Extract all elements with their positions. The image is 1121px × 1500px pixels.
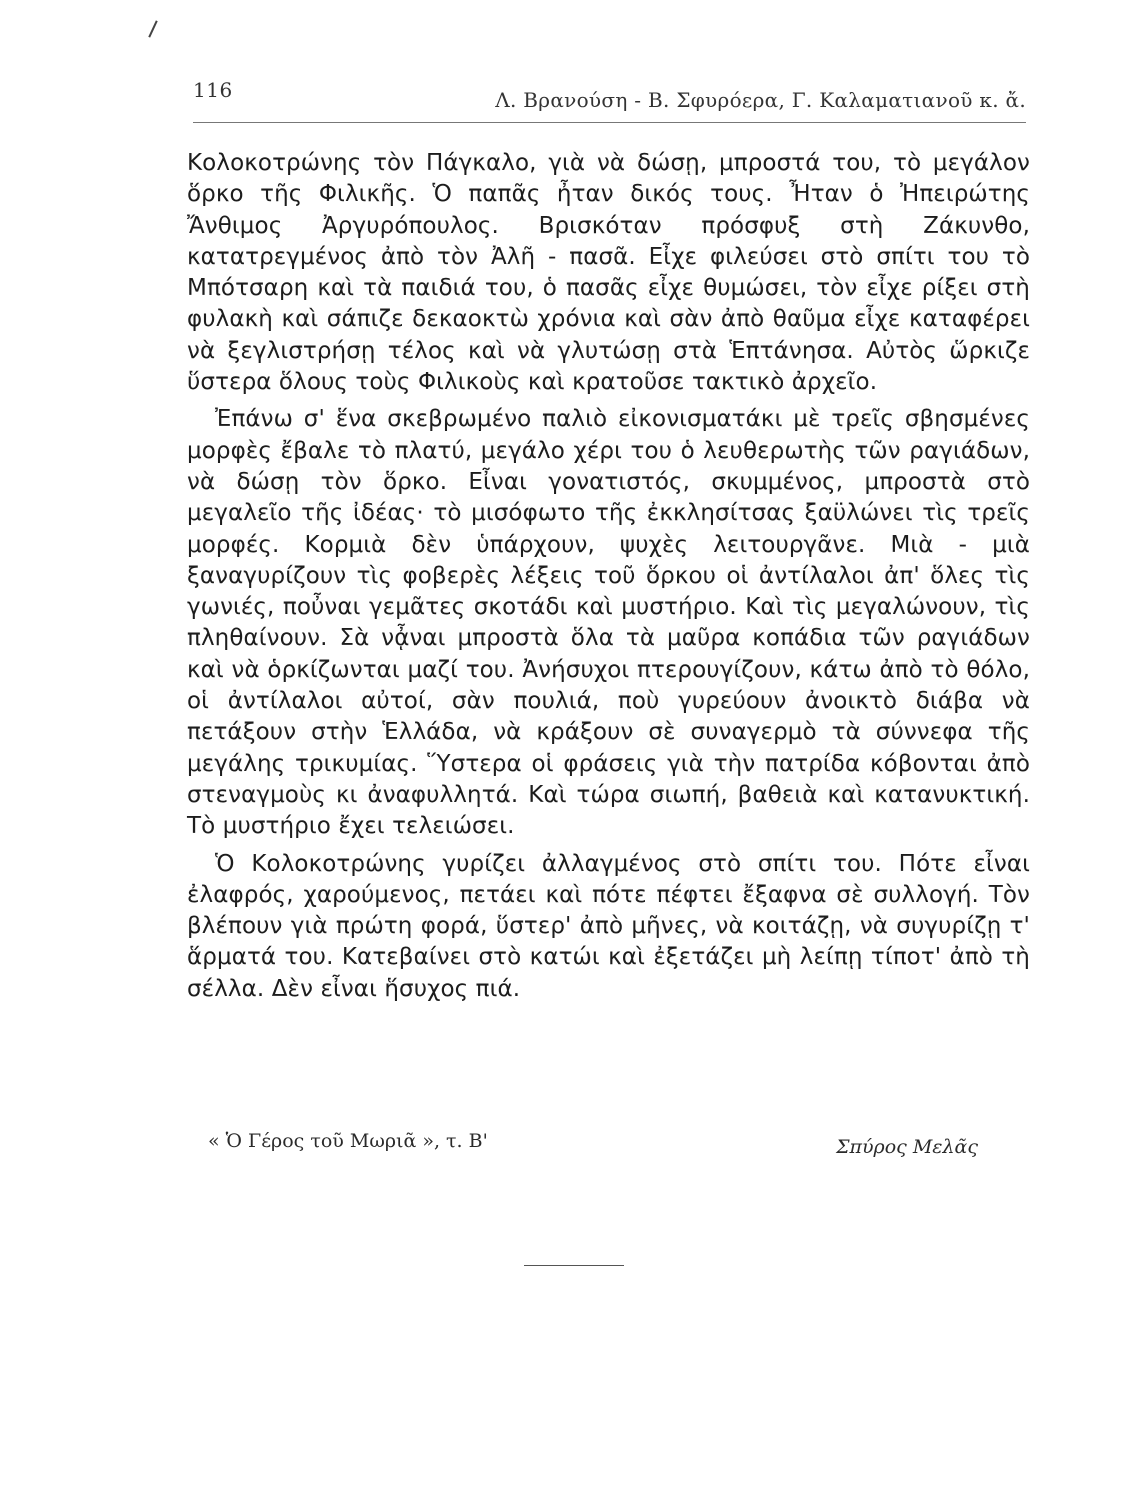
source-line — [208, 1126, 1030, 1166]
page-header — [193, 76, 1026, 116]
paragraph-1: Κολοκοτρώνης τὸν Πάγκαλο, γιὰ νὰ δώσῃ, μπροστά του, τὸ μεγάλον ὅρκο τῆς Φιλικῆς. Ὁ παπᾶς ἦταν δικός τους. Ἦταν ὁ Ἠπειρώτης Ἄνθιμος Ἀργυρόπουλος. Βρισκόταν πρόσφυξ στὴ Ζάκυνθο, κατατρεγμένος ἀπὸ τὸν Ἀλῆ - πασᾶ. Εἶχε φιλεύσει στὸ σπίτι του τὸ Μπότσαρη καὶ τὰ παιδιά του, ὁ πασᾶς εἶχε θυμώσει, τὸν εἶχε ρίξει στὴ φυλακὴ καὶ σάπιζε δεκαοκτὼ χρόνια καὶ σὰν ἀπὸ θαῦμα εἶχε καταφέρει νὰ ξεγλιστρήσῃ τέλος καὶ νὰ γλυτώσῃ στὰ Ἑπτάνησα. Αὐτὸς ὥρκιζε ὕστερα ὅλους τοὺς Φιλικοὺς καὶ κρατοῦσε τακτικὸ ἀρχεῖο. — [187, 150, 1030, 396]
author-name: Σπύρος Μελᾶς — [836, 1136, 978, 1158]
pen-mark — [148, 20, 157, 37]
body-text — [187, 148, 1030, 1011]
page-number: 116 — [193, 78, 233, 102]
end-rule — [524, 1265, 624, 1266]
running-title: Λ. Βρανούση - Β. Σφυρόερα, Γ. Καλαματιανοῦ κ. ἄ. — [495, 88, 1026, 112]
paragraph-2: Ἐπάνω σ' ἕνα σκεβρωμένο παλιὸ εἰκονισματάκι μὲ τρεῖς σβησμένες μορφὲς ἔβαλε τὸ πλατύ, μεγάλο χέρι του ὁ λευθερωτὴς τῶν ραγιάδων, νὰ δώσῃ τὸν ὅρκο. Εἶναι γονατιστός, σκυμμένος, μπροστὰ στὸ μεγαλεῖο τῆς ἰδέας· τὸ μισόφωτο τῆς ἐκκλησίτσας ξαϋλώνει τὶς τρεῖς μορφές. Κορμιὰ δὲν ὑπάρχουν, ψυχὲς λειτουργᾶνε. Μιὰ - μιὰ ξαναγυρίζουν τὶς φοβερὲς λέξεις τοῦ ὅρκου οἱ ἀντίλαλοι ἀπ' ὅλες τὶς γωνιές, ποὖναι γεμᾶτες σκοτάδι καὶ μυστήριο. Καὶ τὶς μεγαλώνουν, τὶς πληθαίνουν. Σὰ νᾆναι μπροστὰ ὅλα τὰ μαῦρα κοπάδια τῶν ραγιάδων καὶ νὰ ὁρκίζωνται μαζί του. Ἀνήσυχοι πτερουγίζουν, κάτω ἀπὸ τὸ θόλο, οἱ ἀντίλαλοι αὐτοί, σὰν πουλιά, ποὺ γυρεύουν ἀνοικτὸ διάβα νὰ πετάξουν στὴν Ἑλλάδα, νὰ κράξουν σὲ συναγερμὸ τὰ σύννεφα τῆς μεγάλης τρικυμίας. Ὕστερα οἱ φράσεις γιὰ τὴν πατρίδα κόβονται ἀπὸ στεναγμοὺς κι ἀναφυλλητά. Καὶ τώρα σιωπή, βαθειὰ καὶ κατανυκτική. Τὸ μυστήριο ἔχει τελειώσει. — [187, 406, 1030, 840]
paragraph-3: Ὁ Κολοκοτρώνης γυρίζει ἀλλαγμένος στὸ σπίτι του. Πότε εἶναι ἐλαφρός, χαρούμενος, πετάει καὶ πότε πέφτει ἔξαφνα σὲ συλλογή. Τὸν βλέπουν γιὰ πρώτη φορά, ὕστερ' ἀπὸ μῆνες, νὰ κοιτάζῃ, νὰ συγυρίζῃ τ' ἅρματά του. Κατεβαίνει στὸ κατώι καὶ ἐξετάζει μὴ λείπῃ τίποτ' ἀπὸ τὴ σέλλα. Δὲν εἶναι ἥσυχος πιά. — [187, 850, 1030, 1002]
source-citation: « Ὁ Γέρος τοῦ Μωριᾶ », τ. Β' — [208, 1130, 488, 1152]
header-rule — [193, 122, 1026, 123]
